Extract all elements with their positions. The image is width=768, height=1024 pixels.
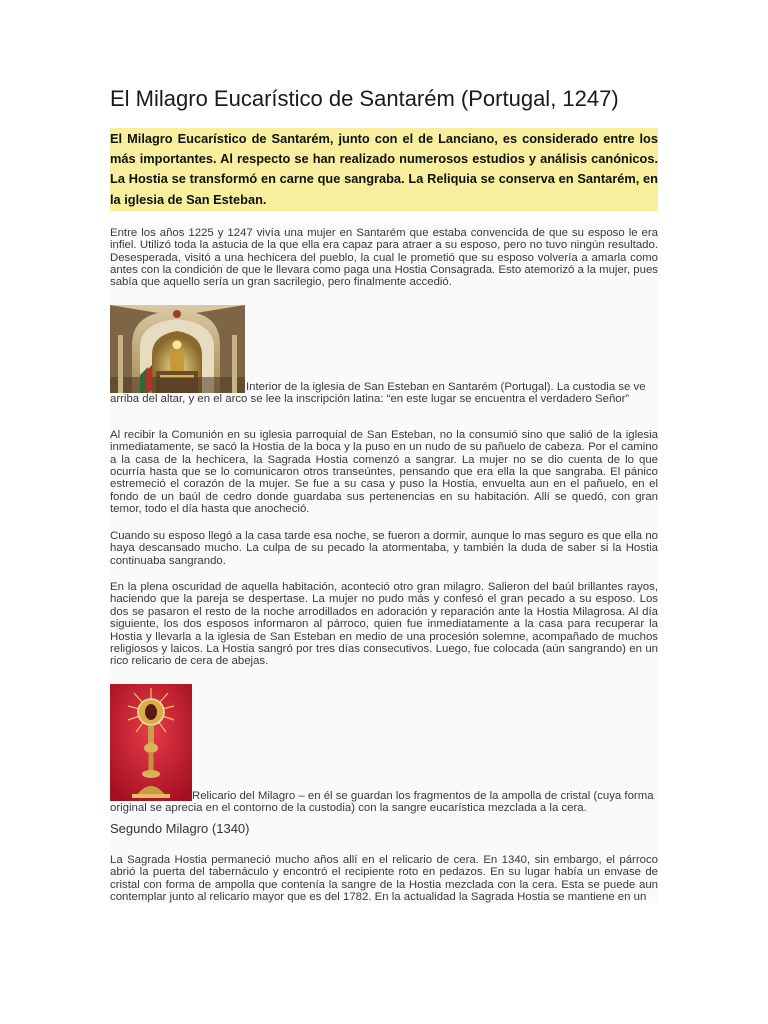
church-interior-caption: Interior de la iglesia de San Esteban en Santarém (Portugal). La custodia se ve arriba del altar, y en el arco se lee la inscripción latina: “en este lugar se encuentra el verdadero Señor”	[110, 380, 646, 406]
article-title: El Milagro Eucarístico de Santarém (Portugal, 1247)	[110, 86, 619, 111]
paragraph-3: Cuando su esposo llegó a la casa tarde esa noche, se fueron a dormir, aunque lo mas seguro es que ella no haya descansado mucho. La culpa de su pecado la atormentaba, y también la duda de saber si la Hostia continuaba sangrando.	[110, 529, 658, 567]
reliquary-caption: Relicario del Milagro – en él se guardan los fragmentos de la ampolla de cristal (cuya forma original se aprecia en el contorno de la custodia) con la sangre eucarística mezclada a la cera.	[110, 789, 654, 815]
intro-highlight: El Milagro Eucarístico de Santarém, junto con el de Lanciano, es considerado entre los más importantes. Al respecto se han realizado numerosos estudios y análisis canónicos. La Hostia se transformó en carne que sangraba. La Reliquia se conserva en Santarém, en la iglesia de San Esteban.	[110, 128, 658, 211]
document-page	[110, 84, 658, 903]
figure-reliquary	[110, 684, 658, 816]
section-heading: Segundo Milagro (1340)	[110, 820, 250, 836]
reliquary-image	[110, 684, 192, 801]
paragraph-2: Al recibir la Comunión en su iglesia parroquial de San Esteban, no la consumió sino que salió de la iglesia inmediatamente, se sacó la Hostia de la boca y la puso en un nudo de su pañuelo de cabeza. Por el camino a la casa de la hechicera, la Sagrada Hostia comenzó a sangrar. La mujer no se dio cuenta de lo que ocurría hasta que se lo comunicaron otros transeúntes, pensando que era ella la que sangraba. El pánico estremeció el corazón de la mujer. Se fue a su casa y puso la Hostia, envuelta aun en el pañuelo, en el fondo de un baúl de cedro donde guardaba sus pertenencias en su habitación. Allí se quedó, con gran temor, todo el día hasta que anocheció.	[110, 428, 658, 516]
article-body	[110, 225, 658, 904]
paragraph-5: La Sagrada Hostia permaneció mucho años allí en el relicario de cera. En 1340, sin embargo, el párroco abrió la puerta del tabernáculo y encontró el recipiente roto en pedazos. En su lugar había un envase de cristal con forma de ampolla que contenía la sangre de la Hostia mezclada con la cera. Esta se puede aun contemplar junto al relicario mayor que es del 1782. En la actualidad la Sagrada Hostia se mantiene en un	[110, 853, 658, 903]
paragraph-1: Entre los años 1225 y 1247 vivía una mujer en Santarém que estaba convencida de que su esposo le era infiel. Utilizó toda la astucia de la que ella era capaz para atraer a su esposo, pero no tuvo ningún resultado. Desesperada, visitó a una hechicera del pueblo, la cual le prometió que su esposo volvería a amarla como antes con la condición de que le llevara como paga una Hostia Consagrada. Esto atemorizó a la mujer, pues sabía que aquello sería un gran sacrilegio, pero finalmente accedió.	[110, 226, 658, 289]
figure-church-interior	[110, 305, 658, 419]
paragraph-4: En la plena oscuridad de aquella habitación, aconteció otro gran milagro. Salieron del baúl brillantes rayos, haciendo que la pareja se despertase. La mujer no pudo más y confesó el gran pecado a su esposo. Los dos se pasaron el resto de la noche arrodillados en adoración y reparación ante la Hostia Milagrosa. Al día siguiente, los dos esposos informaron al párroco, quien fue inmediatamente a la casa para recuperar la Hostia y llevarla a la iglesia de San Esteban en medio de una procesión solemne, acompañado de muchos religiosos y laicos. La Hostia sangró por tres días consecutivos. Luego, fue colocada (aún sangrando) en un rico relicario de cera de abejas.	[110, 580, 658, 668]
church-interior-image	[110, 305, 245, 393]
